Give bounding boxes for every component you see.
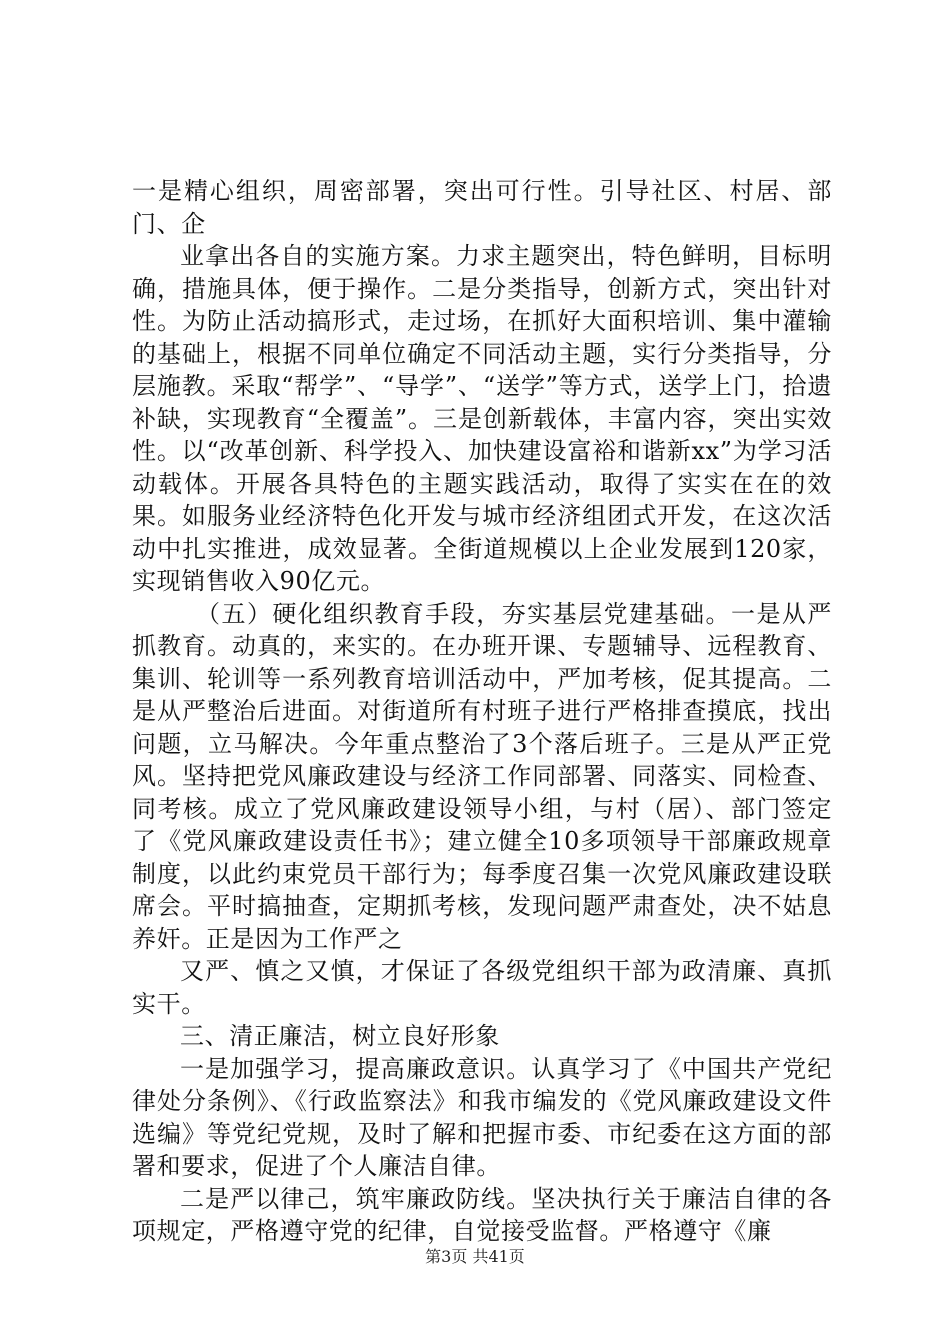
document-body (132, 175, 832, 1248)
paragraph-5: 一是加强学习，提高廉政意识。认真学习了《中国共产党纪律处分条例》、《行政监察法》和我市编发的《党风廉政建设文件选编》等党纪党规，及时了解和把握市委、市纪委在这方面的部署和要求，促进了个人廉洁自律。 (132, 1054, 832, 1180)
section-heading: 三、清正廉洁，树立良好形象 (180, 1022, 500, 1050)
page-footer (0, 1244, 950, 1267)
paragraph-3: （五）硬化组织教育手段，夯实基层党建基础。一是从严抓教育。动真的，来实的。在办班开课、专题辅导、远程教育、集训、轮训等一系列教育培训活动中，严加考核，促其提高。二是从严整治后进面。对街道所有村班子进行严格排查摸底，找出问题，立马解决。今年重点整治了3个落后班子。三是从严正党风。坚持把党风廉政建设与经济工作同部署、同落实、同检查、同考核。成立了党风廉政建设领导小组，与村（居）、部门签定了《党风廉政建设责任书》；建立健全10多项领导干部廉政规章制度，以此约束党员干部行为；每季度召集一次党风廉政建设联席会。平时搞抽查，定期抓考核，发现问题严肃查处，决不姑息养奸。正是因为工作严之 (132, 599, 832, 953)
paragraph-6: 二是严以律己，筑牢廉政防线。坚决执行关于廉洁自律的各项规定，严格遵守党的纪律，自觉接受监督。严格遵守《廉 (132, 1184, 832, 1245)
paragraph-1: 一是精心组织，周密部署，突出可行性。引导社区、村居、部门、企 (132, 177, 832, 238)
paragraph-4: 又严、慎之又慎，才保证了各级党组织干部为政清廉、真抓实干。 (132, 957, 832, 1018)
page-number: 第3页 共41页 (425, 1247, 525, 1266)
paragraph-2: 业拿出各自的实施方案。力求主题突出，特色鲜明，目标明确，措施具体，便于操作。二是分类指导，创新方式，突出针对性。为防止活动搞形式，走过场，在抓好大面积培训、集中灌输的基础上，根据不同单位确定不同活动主题，实行分类指导，分层施教。采取“帮学”、“导学”、“送学”等方式，送学上门，拾遗补缺，实现教育“全覆盖”。三是创新载体，丰富内容，突出实效性。以“改革创新、科学投入、加快建设富裕和谐新xx”为学习活动载体。开展各具特色的主题实践活动，取得了实实在在的效果。如服务业经济特色化开发与城市经济组团式开发，在这次活动中扎实推进，成效显著。全街道规模以上企业发展到120家，实现销售收入90亿元。 (132, 242, 832, 595)
